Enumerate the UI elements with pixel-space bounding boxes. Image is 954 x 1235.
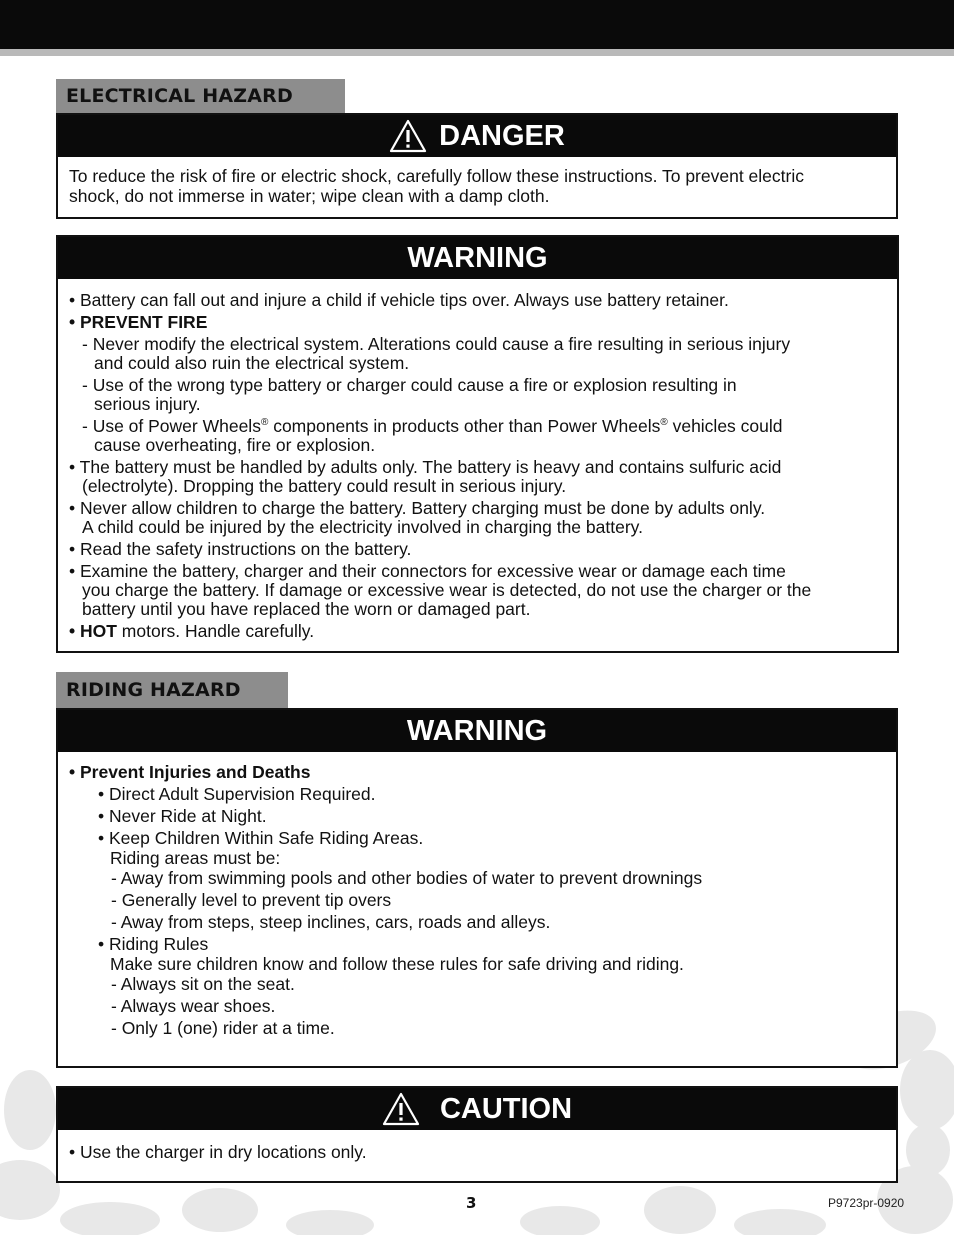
list-item: [69, 416, 886, 436]
registered-mark: ®: [260, 417, 269, 428]
danger-box: [56, 113, 898, 219]
list-item: • Examine the battery, charger and their connectors for excessive wear or damage each time: [69, 561, 786, 581]
warning-title: WARNING: [406, 715, 548, 747]
list-item: (electrolyte). Dropping the battery could result in serious injury.: [82, 476, 567, 496]
list-item: • PREVENT FIRE: [69, 312, 208, 332]
warning-triangle-icon: [382, 1092, 420, 1126]
list-item: - Away from steps, steep inclines, cars, roads and alleys.: [111, 912, 551, 932]
riding-hazard-tab: RIDING HAZARD: [56, 672, 288, 708]
warning-triangle-icon: [389, 119, 427, 153]
list-item: Make sure children know and follow these rules for safe driving and riding.: [110, 954, 684, 974]
electrical-warning-box: [56, 235, 899, 653]
warning-header: [58, 237, 897, 279]
caution-box: [56, 1086, 898, 1183]
list-item: • Prevent Injuries and Deaths: [69, 762, 311, 782]
caution-title: CAUTION: [439, 1093, 573, 1125]
list-item: • Never Ride at Night.: [98, 806, 267, 826]
warning-body: [58, 752, 896, 1047]
list-item: • The battery must be handled by adults only. The battery is heavy and contains sulfuric acid: [69, 457, 782, 477]
caution-header: [58, 1088, 896, 1130]
list-item: - Never modify the electrical system. Alterations could cause a fire resulting in serious injury: [82, 334, 791, 354]
danger-title: DANGER: [439, 120, 565, 152]
caution-body: [58, 1130, 896, 1171]
danger-text-line: To reduce the risk of fire or electric shock, carefully follow these instructions. To prevent electric: [69, 166, 804, 186]
list-item-text: components in products other than Power Wheels: [268, 416, 661, 436]
list-item: serious injury.: [94, 394, 201, 414]
list-item: • Keep Children Within Safe Riding Areas.: [98, 828, 424, 848]
danger-body: [58, 157, 896, 215]
list-item: battery until you have replaced the worn or damaged part.: [82, 599, 531, 619]
list-item: • Riding Rules: [98, 934, 209, 954]
list-item: - Away from swimming pools and other bodies of water to prevent drownings: [111, 868, 703, 888]
list-item: Riding areas must be:: [110, 848, 281, 868]
danger-header: [58, 115, 896, 157]
list-item: - Only 1 (one) rider at a time.: [111, 1018, 335, 1038]
list-item: • Use the charger in dry locations only.: [69, 1142, 367, 1162]
list-item: • Direct Adult Supervision Required.: [98, 784, 376, 804]
list-item: - Always wear shoes.: [111, 996, 276, 1016]
list-item-text: - Use of Power Wheels: [82, 416, 261, 436]
list-item: A child could be injured by the electricity involved in charging the battery.: [82, 517, 643, 537]
list-item: cause overheating, fire or explosion.: [94, 435, 376, 455]
page-number: 3: [466, 1194, 477, 1212]
list-item: - Generally level to prevent tip overs: [111, 890, 392, 910]
registered-mark: ®: [660, 417, 668, 428]
list-item: [69, 621, 886, 641]
warning-header: [58, 710, 896, 752]
danger-text-line: shock, do not immerse in water; wipe clean with a damp cloth.: [69, 186, 550, 206]
list-item: • Read the safety instructions on the battery.: [69, 539, 412, 559]
warning-title: WARNING: [407, 242, 548, 274]
electrical-hazard-tab: ELECTRICAL HAZARD: [56, 79, 345, 113]
list-item: • Battery can fall out and injure a child if vehicle tips over. Always use battery retainer.: [69, 290, 729, 310]
list-item: and could also ruin the electrical system.: [94, 353, 410, 373]
list-item: you charge the battery. If damage or excessive wear is detected, do not use the charger or the: [82, 580, 812, 600]
part-code: P9723pr-0920: [828, 1196, 905, 1210]
list-item-text: vehicles could: [667, 416, 783, 436]
list-item: - Always sit on the seat.: [111, 974, 295, 994]
hot-label: • HOT: [69, 621, 117, 641]
warning-body: [58, 279, 897, 650]
riding-warning-box: [56, 708, 898, 1068]
list-item: - Use of the wrong type battery or charger could cause a fire or explosion resulting in: [82, 375, 737, 395]
list-item-text: motors. Handle carefully.: [116, 621, 315, 641]
list-item: • Never allow children to charge the battery. Battery charging must be done by adults only.: [69, 498, 766, 518]
